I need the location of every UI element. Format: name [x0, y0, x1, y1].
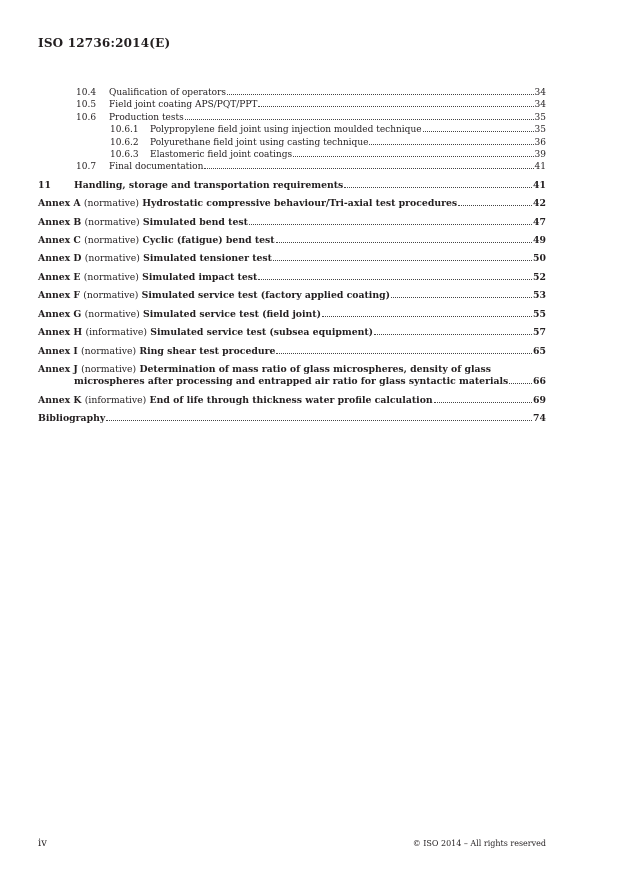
toc-entry-annex[interactable]: [38, 235, 546, 247]
annex-title: Hydrostatic compressive behaviour/Tri-axial test procedures: [142, 198, 458, 210]
toc-entry-number: 10.7: [76, 162, 97, 173]
annex-type: (normative): [84, 216, 140, 228]
toc-page-number: 34: [534, 100, 546, 111]
annex-title: Simulated tensioner test: [143, 253, 272, 265]
table-of-contents: [38, 87, 546, 426]
toc-page-number: 65: [533, 345, 546, 357]
toc-subentry[interactable]: [38, 112, 546, 124]
toc-page-number: 74: [533, 413, 546, 425]
toc-entry-annex[interactable]: [38, 272, 546, 284]
toc-subentry[interactable]: [38, 99, 546, 111]
toc-page-number: 50: [533, 253, 546, 265]
annex-label: Annex G: [38, 308, 82, 320]
annex-label: Annex E: [38, 271, 81, 283]
toc-entry-bibliography[interactable]: [38, 413, 546, 425]
toc-entry-annex[interactable]: [38, 217, 546, 229]
toc-entry-title: Qualification of operators: [109, 88, 227, 98]
annex-title: End of life through thickness water profile calculation: [149, 394, 433, 406]
toc-entry-annex[interactable]: [38, 327, 546, 339]
annex-label: Annex B: [38, 216, 82, 228]
toc-entry-number: 10.5: [76, 100, 97, 111]
toc-entry-number: 10.6.2: [110, 137, 139, 148]
toc-page-number: 42: [533, 198, 546, 210]
toc-page-number: 41: [534, 162, 546, 173]
toc-page-number: 66: [533, 376, 546, 388]
annex-label: Annex K: [38, 394, 82, 406]
annex-type: (normative): [84, 308, 140, 320]
toc-leader: [344, 187, 532, 188]
toc-page-number: 35: [534, 112, 546, 123]
toc-leader: [369, 144, 533, 145]
toc-subentry[interactable]: [38, 124, 546, 136]
toc-page-number: 49: [533, 235, 546, 247]
toc-page-number: 69: [533, 394, 546, 406]
toc-leader: [434, 402, 532, 403]
page-number: iv: [38, 838, 47, 849]
toc-leader: [293, 156, 533, 157]
toc-page-number: 35: [534, 125, 546, 136]
annex-label: Annex J: [38, 363, 78, 375]
annex-title: Ring shear test procedure: [139, 345, 276, 357]
toc-page-number: 55: [533, 308, 546, 320]
toc-leader: [374, 334, 532, 335]
annex-type: (informative): [85, 327, 147, 339]
annex-type: (normative): [83, 198, 139, 210]
annex-label: Annex I: [38, 345, 78, 357]
toc-page-number: 57: [533, 327, 546, 339]
annex-type: (normative): [83, 271, 139, 283]
annex-label: Annex D: [38, 253, 82, 265]
toc-page-number: 47: [533, 216, 546, 228]
toc-leader: [185, 119, 534, 120]
toc-entry-title: Final documentation: [109, 162, 204, 173]
toc-section-title: Handling, storage and transportation requirements: [74, 179, 344, 191]
annex-title-line-1: Determination of mass ratio of glass microspheres, density of glass: [139, 363, 491, 375]
toc-leader: [249, 224, 532, 225]
toc-entry-number: 10.6: [76, 112, 97, 123]
annex-title: Simulated service test (factory applied coating): [141, 290, 390, 302]
annex-type: (normative): [81, 345, 137, 357]
toc-leader: [322, 316, 532, 317]
toc-leader: [276, 353, 532, 354]
toc-leader: [258, 279, 532, 280]
toc-leader: [204, 168, 533, 169]
toc-entry-number: 10.4: [76, 88, 97, 98]
toc-leader: [509, 383, 532, 384]
toc-leader: [258, 106, 533, 107]
toc-subentry[interactable]: [38, 161, 546, 173]
annex-label: Annex H: [38, 327, 83, 339]
copyright-notice: © ISO 2014 – All rights reserved: [412, 839, 546, 848]
toc-entry-annex-k[interactable]: [38, 395, 546, 407]
annex-type: (normative): [83, 290, 139, 302]
toc-subentry[interactable]: [38, 87, 546, 99]
annex-label: Annex C: [38, 235, 81, 247]
toc-section-number: 11: [38, 179, 51, 191]
toc-leader: [423, 131, 534, 132]
toc-page-number: 39: [534, 150, 546, 161]
toc-entry-title: Production tests: [109, 112, 184, 123]
bibliography-title: Bibliography: [38, 413, 106, 425]
annex-label: Annex A: [38, 198, 81, 210]
annex-title: Simulated bend test: [142, 216, 248, 228]
toc-leader: [458, 205, 532, 206]
toc-entry-annex[interactable]: [38, 290, 546, 302]
toc-entry-annex[interactable]: [38, 346, 546, 358]
annex-type: (normative): [84, 253, 140, 265]
toc-entry-title: Field joint coating APS/PQT/PPT: [109, 100, 258, 111]
toc-leader: [227, 94, 534, 95]
toc-entry-number: 10.6.3: [110, 150, 139, 161]
toc-leader: [276, 242, 532, 243]
toc-entry-number: 10.6.1: [110, 125, 139, 136]
toc-leader: [391, 297, 532, 298]
document-id: ISO 12736:2014(E): [38, 36, 171, 50]
toc-page-number: 36: [534, 137, 546, 148]
annex-title: Cyclic (fatigue) bend test: [142, 235, 275, 247]
toc-entry-title: Polyurethane field joint using casting technique: [150, 137, 369, 148]
annex-type: (normative): [84, 235, 140, 247]
toc-leader: [106, 420, 532, 421]
annex-title: Simulated service test (subsea equipment): [150, 327, 374, 339]
annex-type: (informative): [84, 394, 147, 406]
toc-subentries: [38, 87, 546, 174]
toc-subentry[interactable]: [38, 149, 546, 161]
toc-page-number: 53: [533, 290, 546, 302]
annex-type: (normative): [81, 363, 137, 375]
toc-page-number: 34: [534, 88, 546, 98]
toc-entry-title: Elastomeric field joint coatings: [150, 150, 293, 161]
toc-page-number: 52: [533, 271, 546, 283]
toc-leader: [273, 260, 532, 261]
annex-title: Simulated service test (field joint): [142, 308, 321, 320]
annex-title-line-2: microspheres after processing and entrapped air ratio for glass syntactic materials: [74, 376, 509, 388]
toc-entry-annex[interactable]: [38, 253, 546, 265]
toc-page-number: 41: [533, 179, 546, 191]
annex-label: Annex F: [38, 290, 81, 302]
toc-entry-annex[interactable]: [38, 198, 546, 210]
toc-annexes: [38, 198, 546, 358]
toc-entry-annex[interactable]: [38, 309, 546, 321]
annex-title: Simulated impact test: [142, 271, 258, 283]
toc-entry-annex-j[interactable]: [38, 364, 546, 389]
toc-subentry[interactable]: [38, 137, 546, 149]
toc-entry-title: Polypropylene field joint using injection moulded technique: [150, 125, 422, 136]
toc-entry-section-11[interactable]: [38, 180, 546, 192]
